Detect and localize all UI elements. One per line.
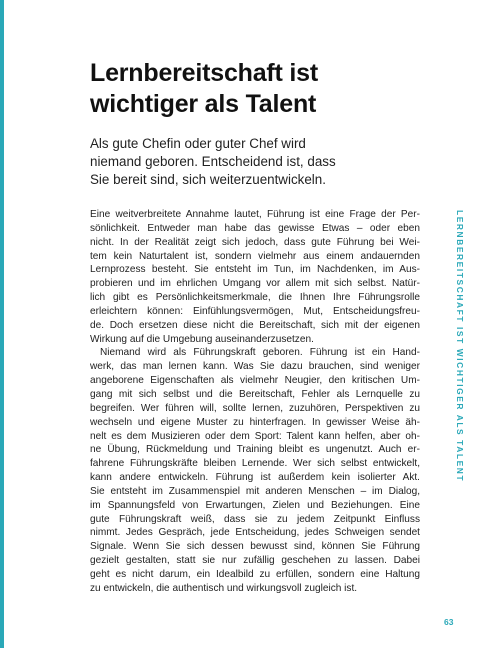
body-line: tem kein Naturtalent ist, sondern vielmehr aus einem andauernden xyxy=(90,250,420,262)
title-line: wichtiger als Talent xyxy=(90,90,317,118)
body-line: wechseln und eigene Muster zu hinterfragen. In gewisser Weise äh- xyxy=(90,416,420,428)
body-line: erleichtern können: Einfühlungsvermögen, Mut, Entscheidungsfreu- xyxy=(90,305,420,317)
lead-line: niemand geboren. Entscheidend ist, dass xyxy=(90,154,336,169)
body-line: Lernprozess besteht. Sie entsteht im Tun, im Nachdenken, im Aus- xyxy=(90,264,420,276)
body-line: im Spannungsfeld von Erwartungen, Zielen und Beziehungen. Eine xyxy=(90,499,420,511)
body-line: fahrene Führungskräfte bleiben Lernende. Wer sich selbst entwickelt, xyxy=(90,458,420,470)
body-line: kann andere entwickeln. Führung ist außerdem kein isolierter Akt. xyxy=(90,472,420,484)
body-paragraph-2 xyxy=(90,346,420,595)
page-number: 63 xyxy=(444,617,454,627)
body-line: Wirkung auf die Umgebung auseinanderzusetzen. xyxy=(90,333,314,345)
body-line: geht es nicht darum, ein Idealbild zu erfüllen, sondern eine Haltung xyxy=(90,568,420,580)
page-edge-accent xyxy=(0,0,4,648)
body-line: probieren und im ehrlichen Umgang vor allem mit sich selbst. Natür- xyxy=(90,278,420,290)
body-paragraph-1 xyxy=(90,208,420,346)
body-line: nicht. In der Realität zeigt sich jedoch, dass gute Führung bei Wei- xyxy=(90,236,420,248)
body-line: begreifen. Wer führen will, sollte lernen, zuzuhören, Perspektiven zu xyxy=(90,402,420,414)
body-line: gang mit sich selbst und die Bereitschaft, Fehler als Lernquelle zu xyxy=(90,388,420,400)
body-line: werk, das man lernen kann. Was Sie dazu brauchen, sind weniger xyxy=(90,361,420,373)
body-line: nimmt. Jedes Gespräch, jede Entscheidung, jedes Schweigen sendet xyxy=(90,527,420,539)
body-line: gute Führungskraft weiß, dass sie zu jedem Zeitpunkt Einfluss xyxy=(90,513,420,525)
lead-line: Sie bereit sind, sich weiterzuentwickeln. xyxy=(90,172,326,187)
lead-line: Als gute Chefin oder guter Chef wird xyxy=(90,136,306,151)
page-title xyxy=(90,58,430,120)
body-line: Sie entsteht im Zusammenspiel mit anderen Menschen – im Dialog, xyxy=(90,485,420,497)
lead-paragraph xyxy=(90,135,420,189)
title-line: Lernbereitschaft ist xyxy=(90,59,319,87)
running-head-vertical: LERNBEREITSCHAFT IST WICHTIGER ALS TALENT xyxy=(455,210,465,483)
body-line: lich gibt es Persönlichkeitsmerkmale, die Ihnen Ihre Führungsrolle xyxy=(90,292,420,304)
body-text xyxy=(90,208,420,596)
body-line: ne Übung, Rückmeldung und Training bleibt es ungenutzt. Auch er- xyxy=(90,444,420,456)
body-line: de. Doch ersetzen diese nicht die Bereitschaft, sich mit der eigenen xyxy=(90,319,420,331)
body-line: sönlichkeit. Entweder man habe das gewisse Etwas – oder eben xyxy=(90,222,420,234)
body-line: gezielt gestalten, statt sie nur zufällig geschehen zu lassen. Dabei xyxy=(90,555,420,567)
body-line: angeborene Eigenschaften als vielmehr Neugier, den kritischen Um- xyxy=(90,375,420,387)
body-line: Signale. Wenn Sie sich dessen bewusst sind, können Sie Führung xyxy=(90,541,420,553)
body-line: nelt es dem Musizieren oder dem Sport: Talent kann helfen, aber oh- xyxy=(90,430,420,442)
body-line: Eine weitverbreitete Annahme lautet, Führung ist eine Frage der Per- xyxy=(90,209,420,220)
body-line: zu entwickeln, die authentisch und wirkungsvoll zugleich ist. xyxy=(90,582,358,594)
body-line: Niemand wird als Führungskraft geboren. Führung ist ein Hand- xyxy=(100,347,420,359)
